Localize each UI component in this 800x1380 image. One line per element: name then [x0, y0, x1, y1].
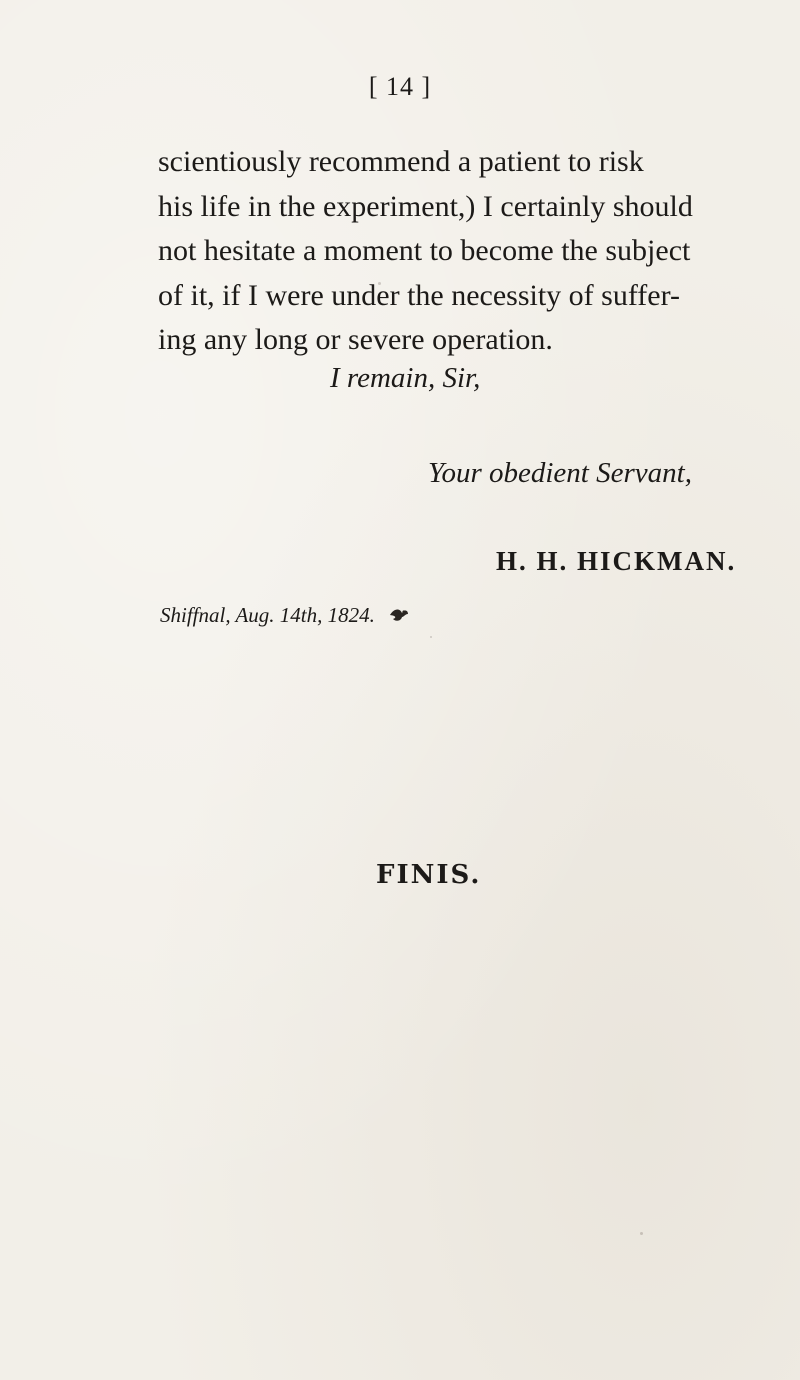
body-line: ing any long or severe operation.	[158, 323, 553, 356]
letter-closing: I remain, Sir,	[330, 362, 481, 394]
finis-mark: FINIS.	[376, 860, 482, 890]
body-line: his life in the experiment,) I certainly should	[158, 189, 693, 223]
signature: H. H. HICKMAN.	[496, 546, 737, 576]
paper-speck	[640, 1232, 643, 1235]
date: Aug. 14th, 1824.	[235, 603, 375, 627]
body-line: of it, if I were under the necessity of suffer-	[158, 278, 680, 312]
body-paragraph	[158, 140, 693, 363]
place-and-date	[160, 603, 410, 630]
paper-speck	[378, 282, 381, 285]
body-line: not hesitate a moment to become the subject	[158, 234, 691, 267]
letter-salutation: Your obedient Servant,	[428, 457, 692, 489]
page-number: [ 14 ]	[368, 72, 432, 101]
paper-speck	[430, 636, 432, 638]
place: Shiffnal,	[160, 603, 231, 627]
body-line: scientiously recommend a patient to risk	[158, 145, 644, 178]
fleuron-icon	[388, 605, 410, 630]
